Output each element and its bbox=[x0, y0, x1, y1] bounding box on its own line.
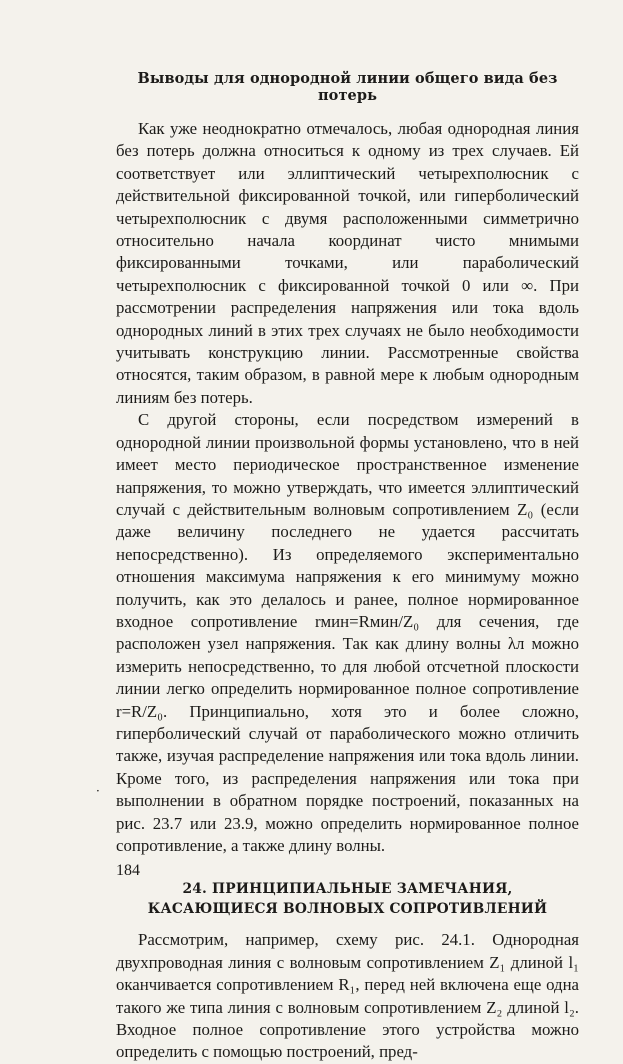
subsection-heading: Выводы для однородной линии общего вида без потерь bbox=[137, 70, 558, 104]
section-paragraph: Рассмотрим, например, схему рис. 24.1. Однородная двухпроводная линия с волновым сопротивлением Z₁ длиной l₁ оканчивается сопротивлением R₁, перед ней включена еще одна такого же типа линия с волновым сопротивлением Z₂ длиной l₂. Входное полное сопротивление этого устройства можно определить с помощью построений, пред- bbox=[116, 930, 579, 1062]
margin-dot: · bbox=[96, 784, 100, 798]
paragraph-1: Как уже неоднократно отмечалось, любая однородная линия без потерь должна относиться к одному из трех случаев. Ей соответствует или эллиптический четырехполюсник с действительной фиксированной точкой, или гиперболический четырехполюсник с двумя расположенными симметрично относительно начала координат чисто мнимыми фиксированными точками, или параболический четырехполюсник с фиксированной точкой 0 или ∞. При рассмотрении распределения напряжения или тока вдоль однородных линий в этих трех случаях не было необходимости учитывать конструкцию линии. Рассмотренные свойства относятся, таким образом, в равной мере к любым однородным линиям без потерь. bbox=[116, 119, 579, 407]
section-title: 24. ПРИНЦИПИАЛЬНЫЕ ЗАМЕЧАНИЯ, КАСАЮЩИЕСЯ ВОЛНОВЫХ СОПРОТИВЛЕНИЙ bbox=[147, 881, 548, 918]
page-number: 184 bbox=[116, 862, 140, 879]
paragraph-2: С другой стороны, если посредством измерений в однородной линии произвольной формы установлено, что в ней имеет место периодическое пространственное изменение напряжения, то можно утверждать, что имеется эллиптический случай с действительным волновым сопротивлением Z₀ (если даже величину последнего не удается рассчитать непосредственно). Из определяемого экспериментально отношения максимума напряжения к его минимуму можно получить, как это делалось и ранее, полное нормированное входное сопротивление rмин=Rмин/Z₀ для сечения, где расположен узел напряжения. Так как длину волны λл можно измерить непосредственно, то для любой отсчетной плоскости линии легко определить нормированное полное сопротивление r=R/Z₀. Принципиально, хотя это и более сложно, гиперболический случай от параболического можно отличить также, изучая распределение напряжения или тока вдоль линии. Кроме того, из распределения напряжения или тока при выполнении в обратном порядке построений, показанных на рис. 23.7 или 23.9, можно определить нормированное полное сопротивление, а также длину волны. bbox=[116, 410, 579, 855]
